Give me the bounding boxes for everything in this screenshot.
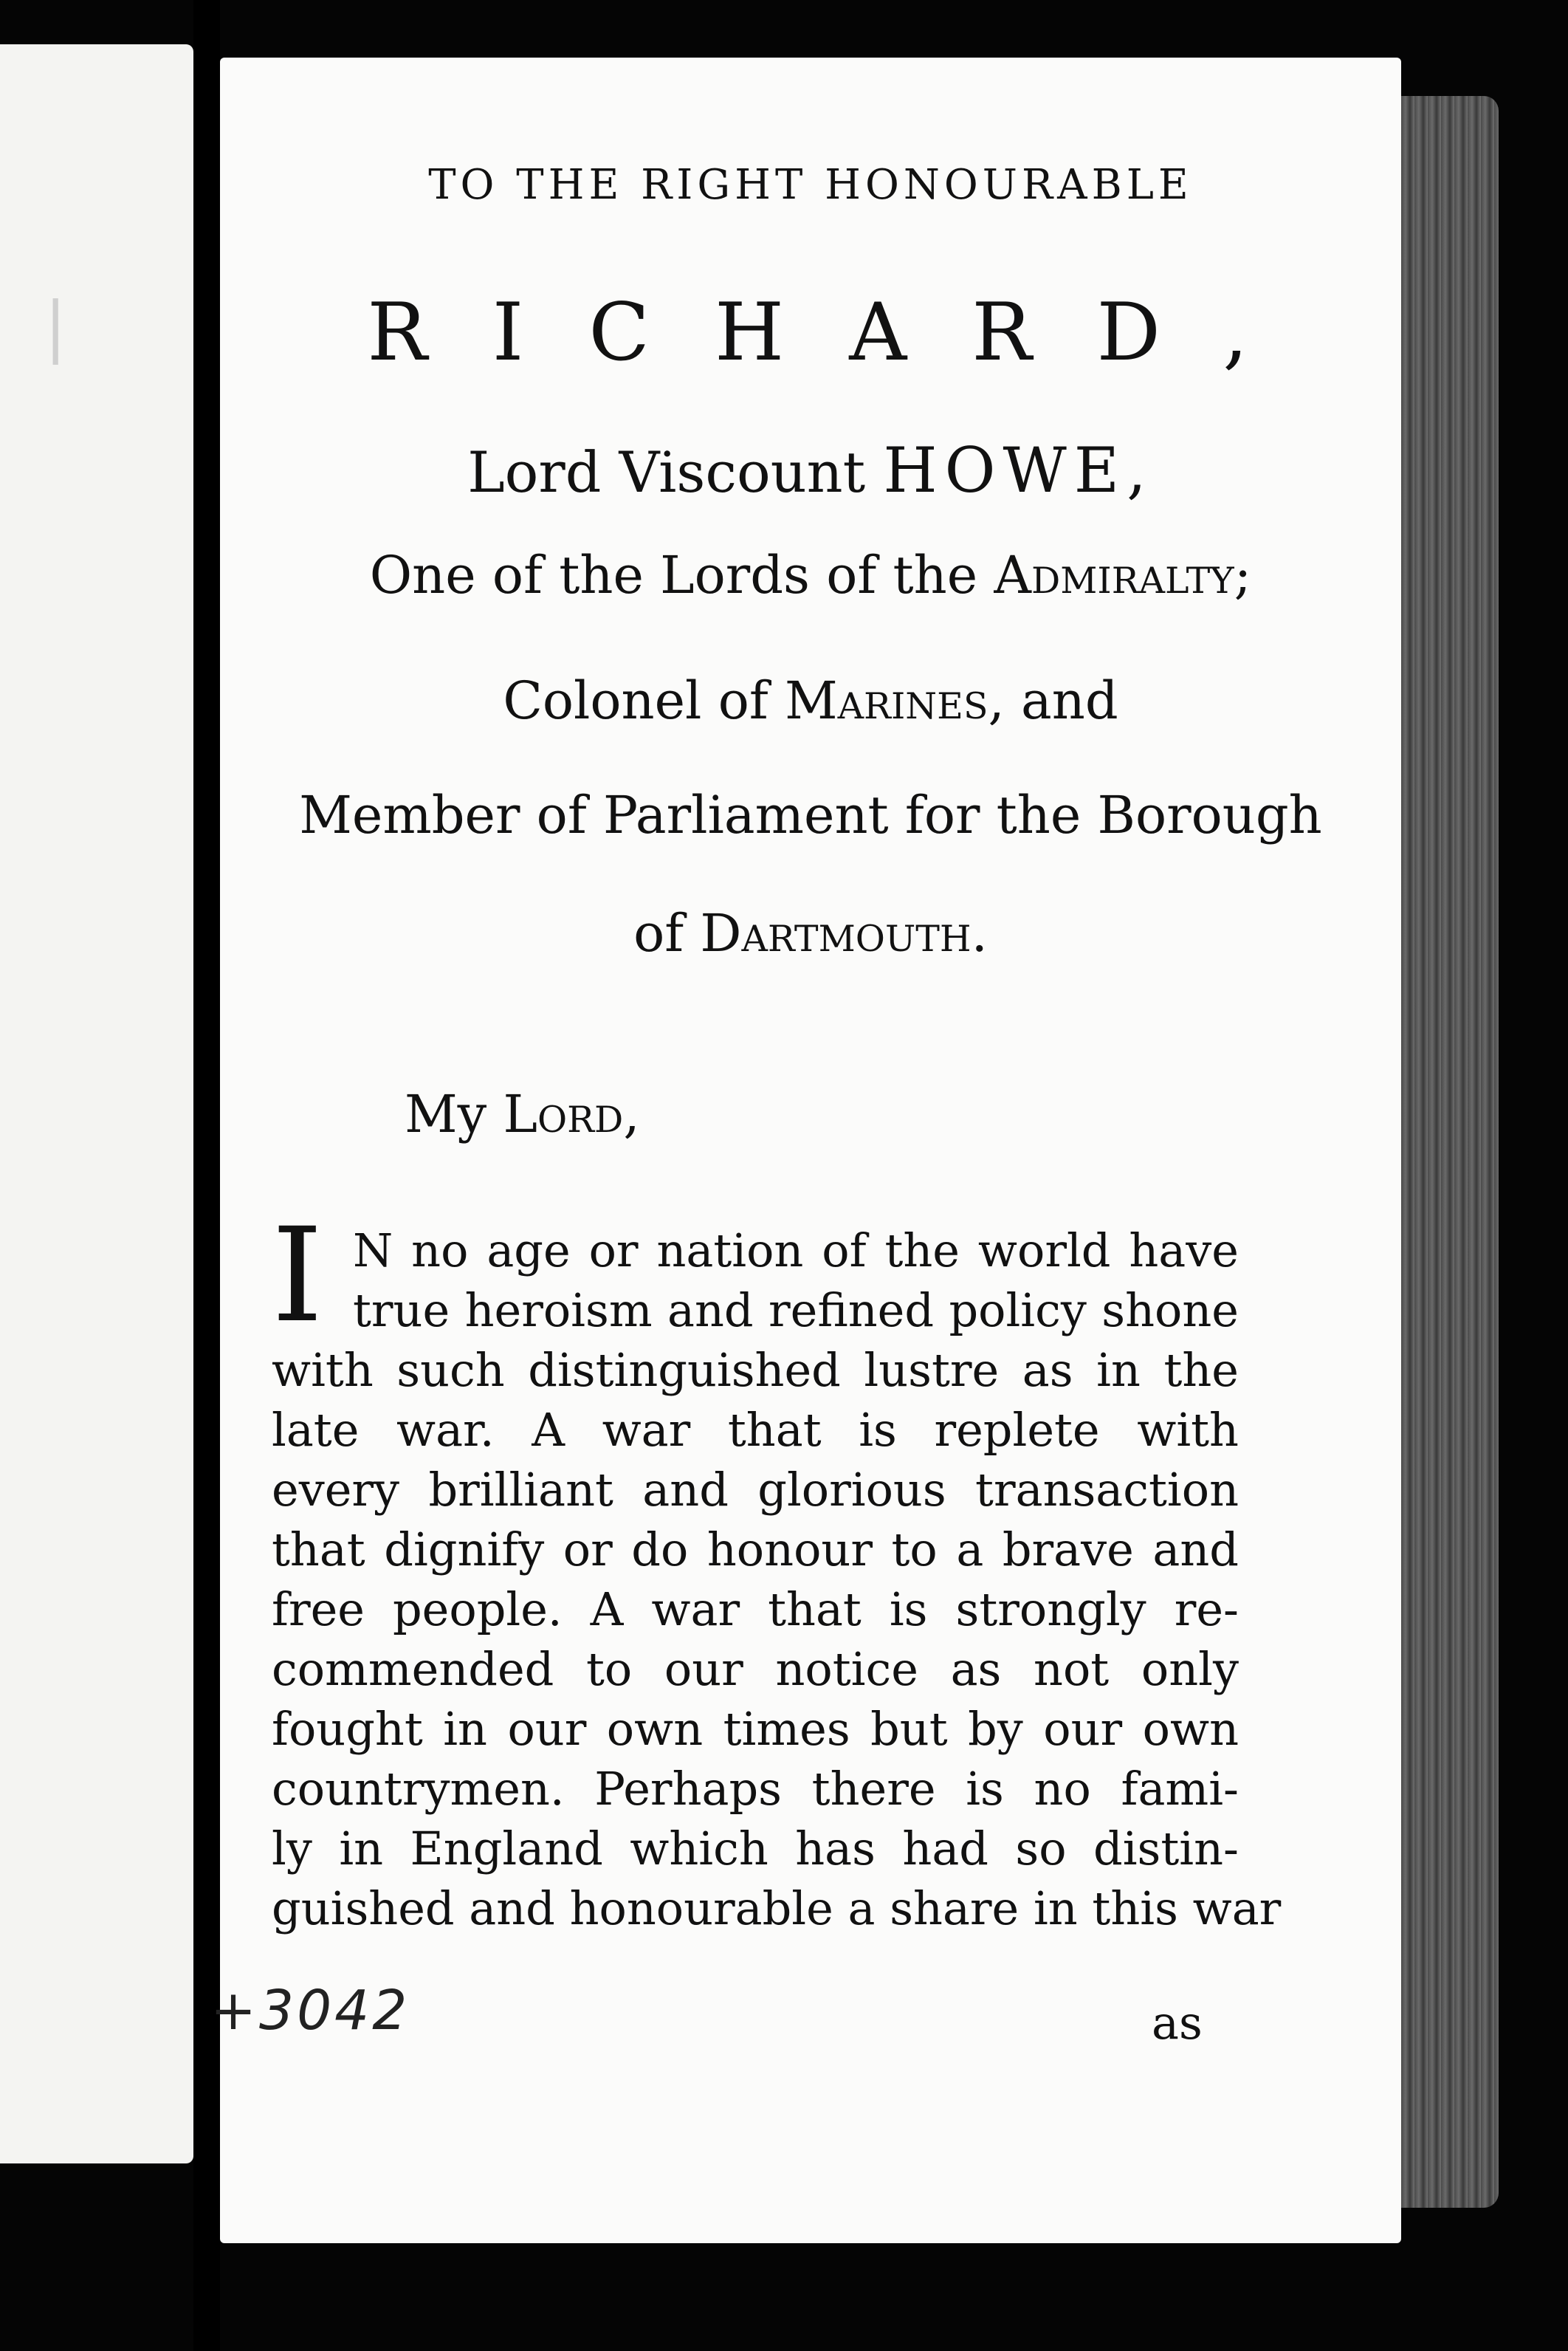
body-line: commended to our notice as not only — [272, 1642, 1239, 1696]
salutation-prefix: My — [405, 1084, 503, 1144]
body-line: N no age or nation of the world have — [353, 1223, 1239, 1277]
borough-line — [220, 903, 1401, 964]
body-line: late war. A war that is replete with — [272, 1403, 1239, 1457]
colonel-line — [220, 670, 1401, 731]
left-facing-page — [0, 44, 193, 2163]
body-line: that dignify or do honour to a brave and — [272, 1523, 1239, 1576]
dedication-heading: TO THE RIGHT HONOURABLE — [428, 161, 1193, 209]
colonel-prefix: Colonel of — [503, 670, 785, 731]
left-page-bleed-mark: | — [44, 288, 67, 365]
borough-name: Dartmouth. — [700, 903, 988, 964]
dedication-page — [220, 58, 1401, 2243]
office-prefix: One of the Lords of the — [369, 545, 994, 605]
salutation — [405, 1084, 640, 1144]
borough-prefix: of — [633, 903, 701, 964]
body-line: guished and honourable a share in this war — [272, 1881, 1282, 1935]
body-line: free people. A war that is strongly re- — [272, 1582, 1239, 1636]
body-line: fought in our own times but by our own — [272, 1702, 1239, 1756]
book-fore-edge — [1388, 96, 1499, 2208]
dedication-body — [272, 1200, 1282, 1938]
colonel-suffix: and — [1004, 670, 1118, 731]
dedicatee-name: RICHARD, — [367, 286, 1313, 379]
salutation-word: Lord, — [503, 1084, 640, 1144]
handwritten-shelfmark: +3042 — [210, 1979, 410, 2042]
body-line: countrymen. Perhaps there is no fami- — [272, 1762, 1239, 1816]
office-line — [220, 545, 1401, 605]
catchword: as — [1152, 1996, 1203, 2050]
body-line: with such distinguished lustre as in the — [272, 1343, 1239, 1397]
title-surname: HOWE, — [883, 434, 1154, 507]
drop-cap: I — [272, 1200, 323, 1351]
office-name: Admiralty; — [994, 545, 1252, 605]
body-line: true heroism and refined policy shone — [353, 1283, 1239, 1337]
colonel-corps: Marines, — [785, 670, 1005, 731]
title-prefix: Lord Viscount — [467, 439, 884, 505]
dedicatee-title — [220, 434, 1401, 507]
member-line: Member of Parliament for the Borough — [299, 785, 1322, 845]
body-line: ly in England which has had so distin- — [272, 1822, 1239, 1875]
body-line: every brilliant and glorious transaction — [272, 1463, 1239, 1517]
